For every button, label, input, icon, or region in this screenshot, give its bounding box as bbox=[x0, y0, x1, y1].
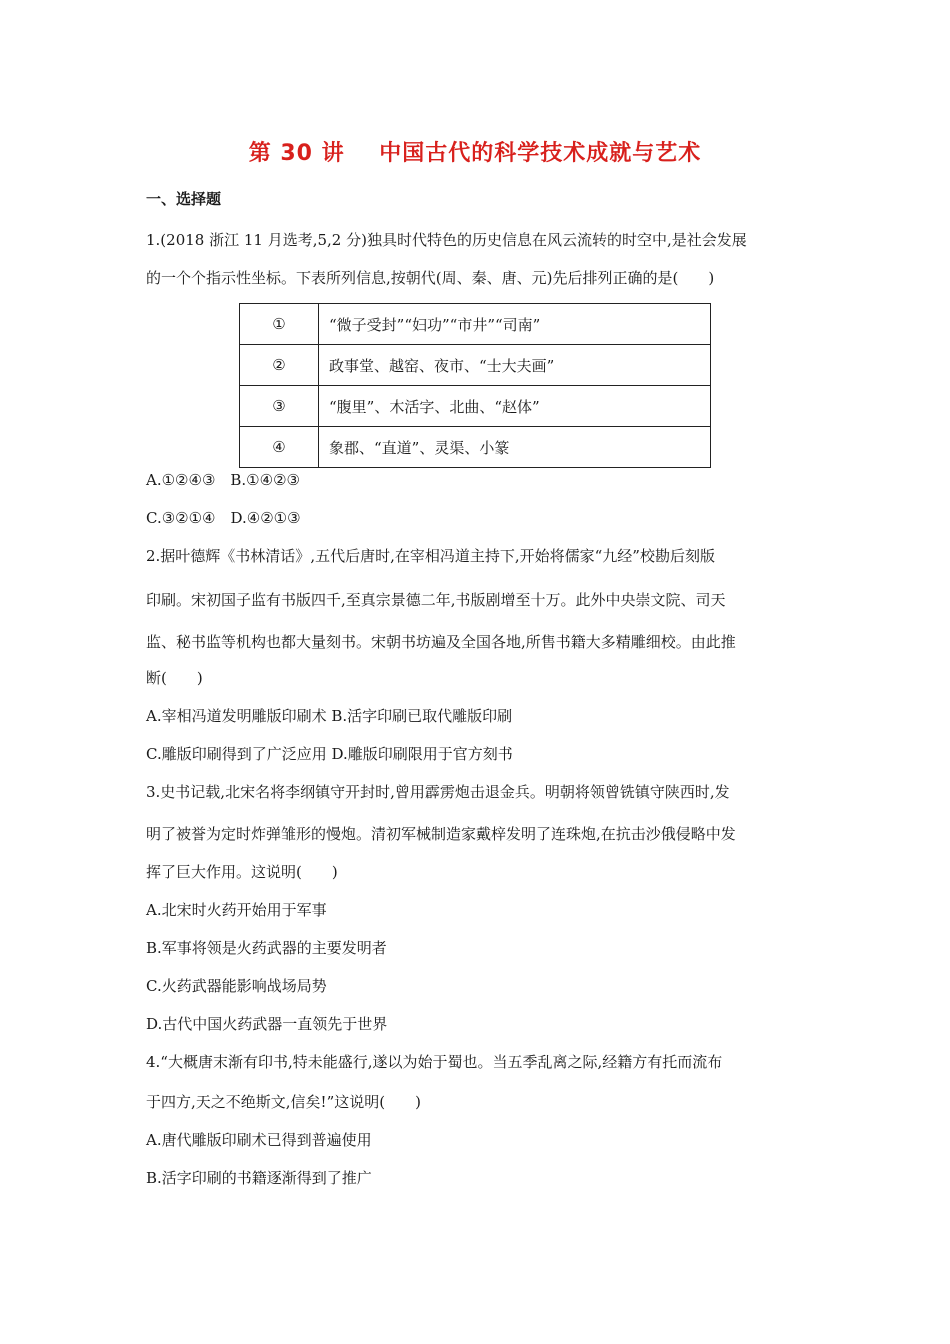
question-4-option-a: A.唐代雕版印刷术已得到普遍使用 bbox=[146, 1131, 372, 1149]
question-2-line-1: 2.据叶德辉《书林清话》,五代后唐时,在宰相冯道主持下,开始将儒家“九经”校勘后刻版 bbox=[146, 547, 715, 565]
question-2-line-3: 监、秘书监等机构也都大量刻书。宋朝书坊遍及全国各地,所售书籍大多精雕细校。由此推 bbox=[146, 633, 736, 651]
table-cell-number: ④ bbox=[240, 427, 319, 468]
table-cell-text: 政事堂、越窑、夜市、“士大夫画” bbox=[319, 345, 711, 386]
table-cell-number: ③ bbox=[240, 386, 319, 427]
table-cell-number: ① bbox=[240, 304, 319, 345]
table-row bbox=[240, 304, 711, 345]
question-3-option-a: A.北宋时火药开始用于军事 bbox=[146, 901, 327, 919]
question-3-option-c: C.火药武器能影响战场局势 bbox=[146, 977, 327, 995]
page-title: 第 30 讲 中国古代的科学技术成就与艺术 bbox=[248, 141, 702, 166]
question-3-line-1: 3.史书记载,北宋名将李纲镇守开封时,曾用霹雳炮击退金兵。明朝将领曾铣镇守陕西时,发 bbox=[146, 783, 730, 801]
table-row bbox=[240, 427, 711, 468]
section-heading: 一、选择题 bbox=[146, 190, 222, 208]
question-1-options-cd: C.③②①④ D.④②①③ bbox=[146, 509, 301, 527]
table-cell-number: ② bbox=[240, 345, 319, 386]
question-3-line-2: 明了被誉为定时炸弹雏形的慢炮。清初军械制造家戴梓发明了连珠炮,在抗击沙俄侵略中发 bbox=[146, 825, 736, 843]
question-3-line-3: 挥了巨大作用。这说明( ) bbox=[146, 863, 338, 881]
table-cell-text: 象郡、“直道”、灵渠、小篆 bbox=[319, 427, 711, 468]
question-2-line-2: 印刷。宋初国子监有书版四千,至真宗景德二年,书版剧增至十万。此外中央崇文院、司天 bbox=[146, 591, 726, 609]
table-cell-text: “腹里”、木活字、北曲、“赵体” bbox=[319, 386, 711, 427]
question-1-options-ab: A.①②④③ B.①④②③ bbox=[146, 471, 300, 489]
question-4-option-b: B.活字印刷的书籍逐渐得到了推广 bbox=[146, 1169, 372, 1187]
question-3-option-d: D.古代中国火药武器一直领先于世界 bbox=[146, 1015, 388, 1033]
question-4-line-1: 4.“大概唐末渐有印书,特未能盛行,遂以为始于蜀也。当五季乱离之际,经籍方有托而流布 bbox=[146, 1053, 723, 1071]
question-4-line-2: 于四方,天之不绝斯文,信矣!”这说明( ) bbox=[146, 1093, 421, 1111]
question-2-options-cd: C.雕版印刷得到了广泛应用 D.雕版印刷限用于官方刻书 bbox=[146, 745, 513, 763]
question-1-line-1: 1.(2018 浙江 11 月选考,5,2 分)独具时代特色的历史信息在风云流转的时空中,是社会发展 bbox=[146, 231, 747, 249]
question-3-option-b: B.军事将领是火药武器的主要发明者 bbox=[146, 939, 387, 957]
question-2-options-ab: A.宰相冯道发明雕版印刷术 B.活字印刷已取代雕版印刷 bbox=[146, 707, 513, 725]
table-cell-text: “微子受封”“妇功”“市井”“司南” bbox=[319, 304, 711, 345]
dynasty-info-table bbox=[239, 303, 711, 468]
table-row bbox=[240, 345, 711, 386]
question-1-line-2: 的一个个指示性坐标。下表所列信息,按朝代(周、秦、唐、元)先后排列正确的是( ) bbox=[146, 269, 715, 287]
question-2-line-4: 断( ) bbox=[146, 669, 203, 687]
table-row bbox=[240, 386, 711, 427]
